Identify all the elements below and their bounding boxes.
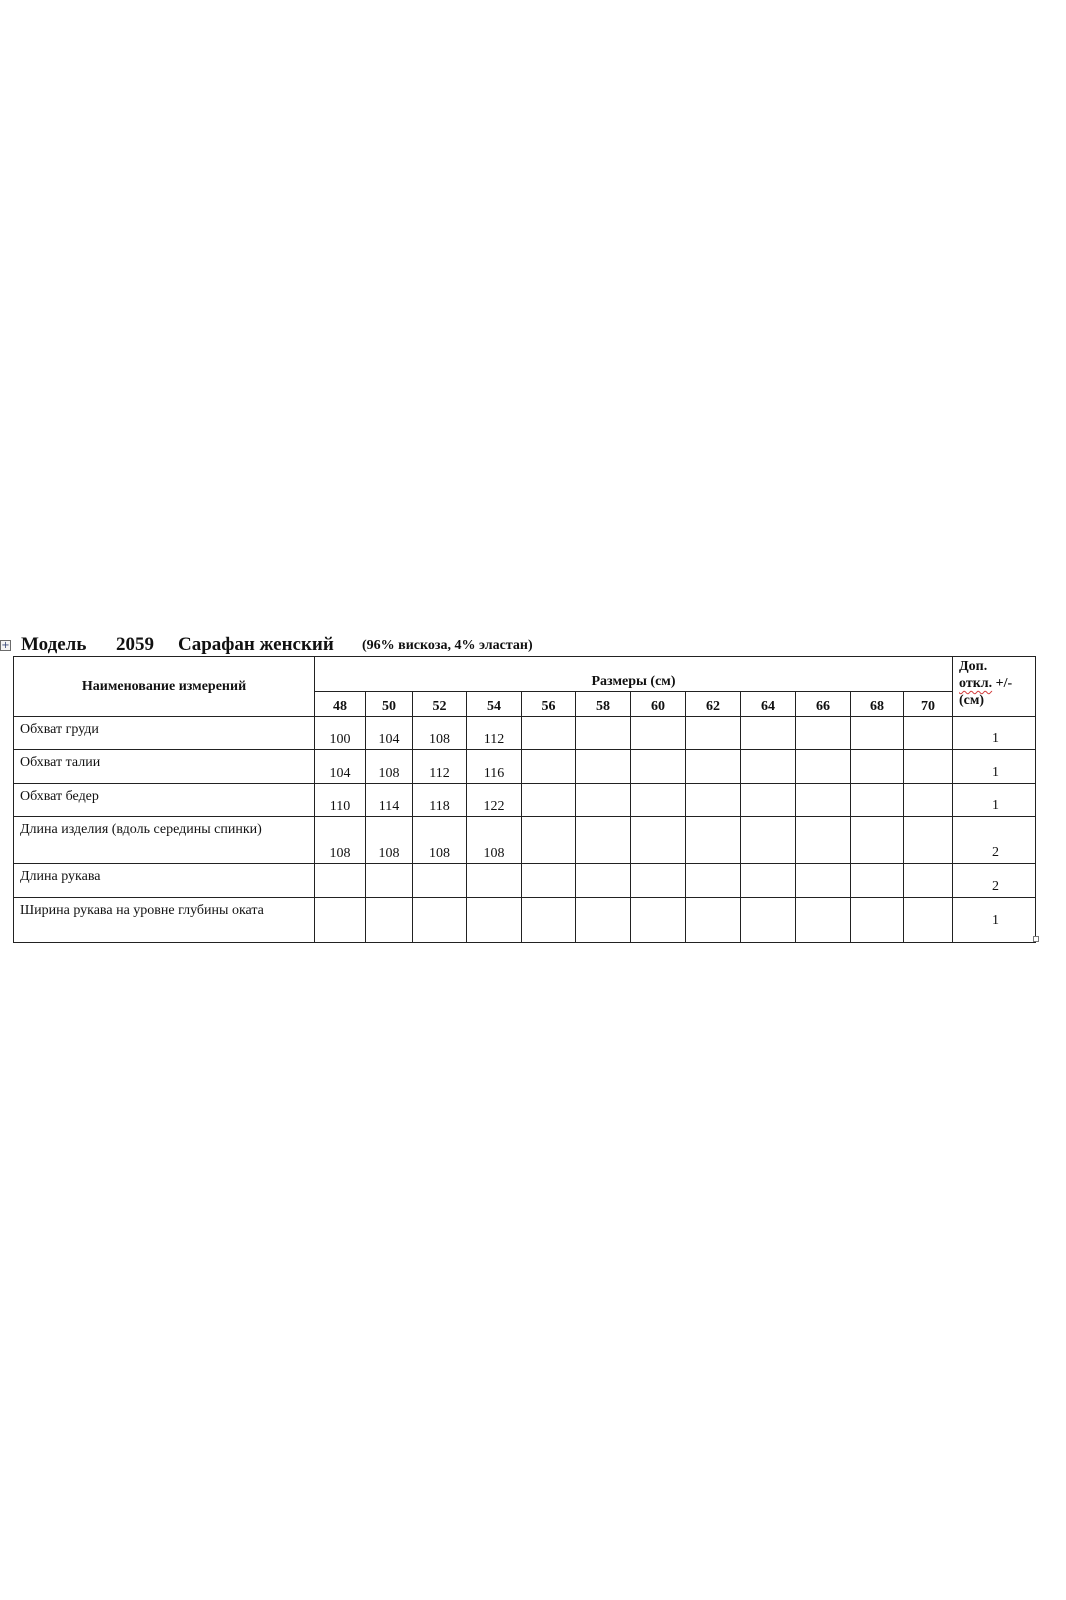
measurement-value-cell: 118 <box>413 784 467 817</box>
measurement-value-cell <box>741 817 796 864</box>
measurement-value-cell <box>366 864 413 898</box>
measurement-value-cell <box>576 898 631 943</box>
tolerance-value-cell: 1 <box>953 717 1036 750</box>
tolerance-value-cell: 2 <box>953 817 1036 864</box>
tolerance-value-cell: 1 <box>953 784 1036 817</box>
measurement-value-cell <box>686 717 741 750</box>
measurement-value-cell <box>741 864 796 898</box>
measurement-value-cell: 122 <box>467 784 522 817</box>
measurement-value-cell <box>366 898 413 943</box>
measurement-value-cell <box>413 864 467 898</box>
measurement-value-cell <box>522 784 576 817</box>
tolerance-header-line1: Доп. <box>959 659 988 674</box>
table-header-row <box>14 657 1036 692</box>
measurement-name-cell: Обхват талии <box>14 750 315 784</box>
tolerance-value-cell: 1 <box>953 750 1036 784</box>
measurement-value-cell <box>631 750 686 784</box>
measurement-value-cell <box>631 864 686 898</box>
tolerance-header-abbrev: откл. <box>959 676 993 691</box>
measurement-value-cell <box>686 784 741 817</box>
size-column-header: 50 <box>366 692 413 717</box>
measurement-value-cell <box>467 898 522 943</box>
table-move-handle-icon[interactable]: + <box>1 640 10 651</box>
measurement-value-cell <box>686 750 741 784</box>
tolerance-header-plusminus: +/- <box>992 676 1013 691</box>
measurement-value-cell <box>631 817 686 864</box>
measurement-name-cell: Длина изделия (вдоль середины спинки) <box>14 817 315 864</box>
measurement-value-cell <box>851 717 904 750</box>
product-name: Сарафан женский <box>178 634 334 655</box>
measurement-value-cell: 104 <box>315 750 366 784</box>
measurement-value-cell <box>904 784 953 817</box>
measurement-value-cell <box>686 898 741 943</box>
measurement-name-cell: Длина рукава <box>14 864 315 898</box>
measurement-value-cell <box>522 750 576 784</box>
table-row <box>14 750 1036 784</box>
measurement-value-cell <box>796 784 851 817</box>
measurement-value-cell <box>631 717 686 750</box>
measurement-name-header: Наименование измерений <box>14 657 315 717</box>
size-column-header: 62 <box>686 692 741 717</box>
size-column-header: 60 <box>631 692 686 717</box>
table-resize-handle-icon[interactable] <box>1033 936 1039 942</box>
measurement-value-cell <box>851 750 904 784</box>
size-column-header: 52 <box>413 692 467 717</box>
tolerance-header-line2 <box>959 675 1035 692</box>
size-column-header: 64 <box>741 692 796 717</box>
measurement-value-cell: 112 <box>413 750 467 784</box>
measurement-value-cell <box>851 864 904 898</box>
tolerance-header <box>953 657 1036 717</box>
measurement-value-cell <box>904 750 953 784</box>
measurement-value-cell <box>576 784 631 817</box>
measurement-value-cell <box>796 898 851 943</box>
measurement-value-cell <box>851 817 904 864</box>
size-column-header: 66 <box>796 692 851 717</box>
measurement-value-cell <box>522 817 576 864</box>
measurement-value-cell: 112 <box>467 717 522 750</box>
measurement-value-cell <box>522 898 576 943</box>
size-column-header: 68 <box>851 692 904 717</box>
measurement-value-cell: 108 <box>413 817 467 864</box>
measurement-value-cell <box>796 817 851 864</box>
table-row <box>14 817 1036 864</box>
measurement-value-cell <box>576 750 631 784</box>
size-column-header: 70 <box>904 692 953 717</box>
table-row <box>14 784 1036 817</box>
measurement-value-cell <box>413 898 467 943</box>
size-chart-table <box>13 656 1036 943</box>
table-row <box>14 898 1036 943</box>
measurement-value-cell: 108 <box>467 817 522 864</box>
measurement-value-cell <box>522 717 576 750</box>
measurement-value-cell <box>904 898 953 943</box>
measurement-value-cell <box>904 717 953 750</box>
measurement-value-cell <box>796 750 851 784</box>
fabric-composition: (96% вискоза, 4% эластан) <box>362 638 533 653</box>
size-column-header: 48 <box>315 692 366 717</box>
measurement-value-cell: 110 <box>315 784 366 817</box>
measurement-value-cell: 104 <box>366 717 413 750</box>
measurement-name-cell: Обхват бедер <box>14 784 315 817</box>
measurement-name-cell: Обхват груди <box>14 717 315 750</box>
tolerance-header-line3: (см) <box>959 693 985 708</box>
measurement-value-cell <box>576 864 631 898</box>
measurement-value-cell <box>631 784 686 817</box>
measurement-value-cell <box>631 898 686 943</box>
model-label: Модель <box>21 634 87 655</box>
measurement-value-cell: 108 <box>315 817 366 864</box>
model-number: 2059 <box>116 634 154 655</box>
table-row <box>14 864 1036 898</box>
measurement-value-cell <box>851 898 904 943</box>
measurement-value-cell <box>741 717 796 750</box>
measurement-value-cell <box>576 817 631 864</box>
measurement-value-cell: 116 <box>467 750 522 784</box>
measurement-value-cell: 108 <box>413 717 467 750</box>
measurement-value-cell <box>904 817 953 864</box>
measurement-name-cell: Ширина рукава на уровне глубины оката <box>14 898 315 943</box>
document-title-line <box>0 633 1066 657</box>
measurement-value-cell <box>741 898 796 943</box>
measurement-value-cell <box>315 864 366 898</box>
measurement-value-cell <box>467 864 522 898</box>
measurement-value-cell <box>741 784 796 817</box>
measurement-value-cell: 100 <box>315 717 366 750</box>
measurement-value-cell <box>741 750 796 784</box>
measurement-value-cell <box>904 864 953 898</box>
measurement-value-cell <box>686 817 741 864</box>
size-column-header: 56 <box>522 692 576 717</box>
measurement-value-cell: 108 <box>366 750 413 784</box>
size-column-header: 54 <box>467 692 522 717</box>
tolerance-value-cell: 1 <box>953 898 1036 943</box>
measurement-value-cell <box>522 864 576 898</box>
measurement-value-cell <box>796 717 851 750</box>
size-column-header: 58 <box>576 692 631 717</box>
measurement-value-cell <box>686 864 741 898</box>
sizes-header: Размеры (см) <box>315 657 953 692</box>
measurement-value-cell: 114 <box>366 784 413 817</box>
measurement-value-cell <box>796 864 851 898</box>
measurement-value-cell <box>576 717 631 750</box>
tolerance-value-cell: 2 <box>953 864 1036 898</box>
measurement-value-cell <box>315 898 366 943</box>
measurement-value-cell: 108 <box>366 817 413 864</box>
table-row <box>14 717 1036 750</box>
measurement-value-cell <box>851 784 904 817</box>
